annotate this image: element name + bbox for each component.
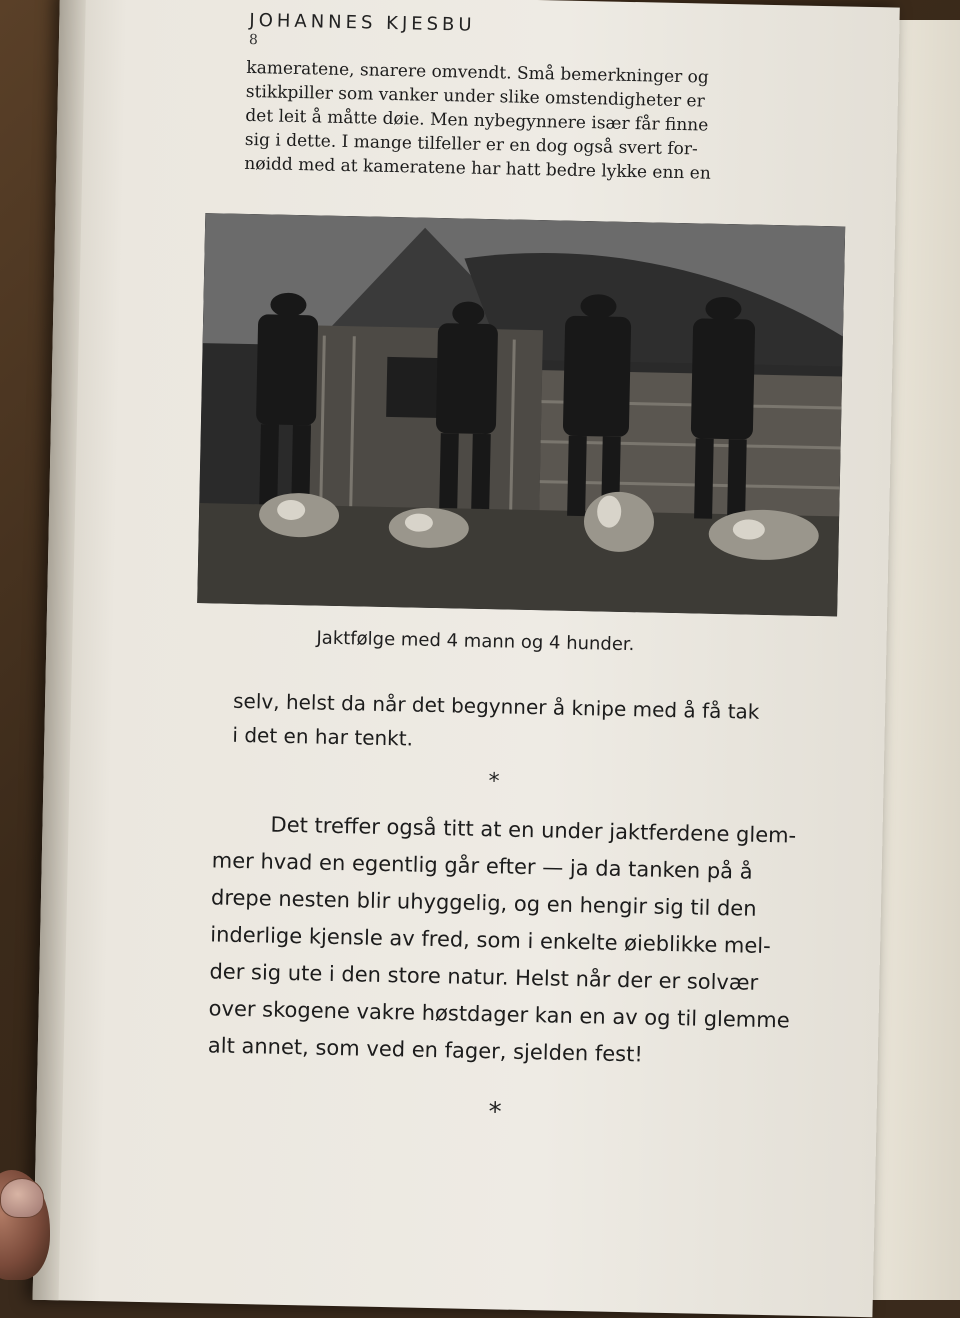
text-line: i det en har tenkt.	[232, 722, 414, 751]
text-line: kameratene, snarere omvendt. Små bemerkninger og	[246, 57, 709, 88]
photo-caption: Jaktfølge med 4 mann og 4 hunder.	[316, 627, 635, 656]
body-paragraph	[208, 805, 913, 1079]
continuation-paragraph	[232, 684, 903, 766]
section-separator: *	[488, 769, 500, 795]
text-line: stikkpiller som vanker under slike omstendigheter er	[245, 81, 705, 112]
text-line: det leit å måtte døie. Men nybegynnere især får finne	[245, 105, 709, 136]
top-paragraph	[244, 56, 806, 188]
text-line: drepe nesten blir uhyggelig, og en hengir sig til den	[210, 885, 757, 921]
text-line: alt annet, som ved en fager, sjelden fest!	[207, 1033, 644, 1067]
text-line: selv, helst da når det begynner å knipe med å få tak	[232, 688, 760, 724]
page-number: 8	[248, 31, 259, 49]
text-line: sig i dette. I mange tilfeller er en dog også svert for-	[244, 129, 698, 160]
text-line: der sig ute i den store natur. Helst når der er solvær	[209, 959, 759, 995]
hunting-party-photo	[197, 213, 845, 616]
running-header: JOHANNES KJESBU	[249, 9, 476, 36]
photo-image	[197, 213, 845, 616]
thumbnail-nail	[0, 1178, 44, 1218]
text-line: mer hvad en egentlig går efter — ja da tanken på å	[211, 848, 753, 884]
book-page	[33, 0, 900, 1317]
section-separator: *	[488, 1097, 502, 1128]
text-line: nøidd med at kameratene har hatt bedre lykke enn en	[244, 153, 711, 184]
text-line: over skogene vakre høstdager kan en av og til glemme	[208, 996, 790, 1033]
text-line: Det treffer også titt at en under jaktferdene glem-	[270, 812, 797, 848]
text-line: inderlige kjensle av fred, som i enkelte øieblikke mel-	[210, 922, 771, 959]
